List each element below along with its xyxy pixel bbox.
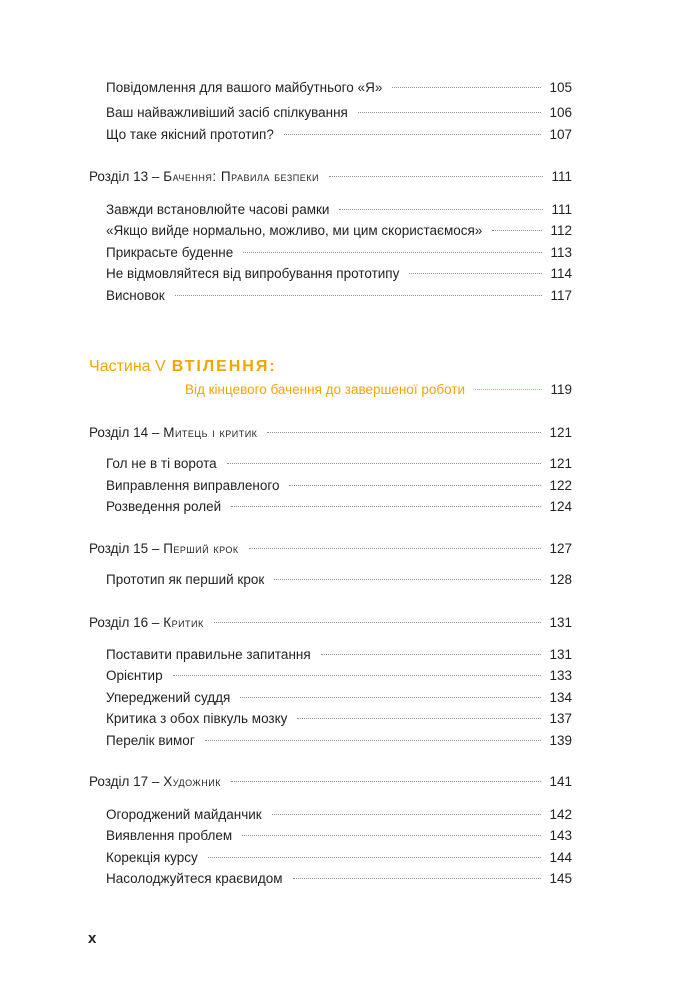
toc-entry[interactable]	[106, 849, 572, 867]
toc-entry-title: Що таке якісний прототип?	[106, 127, 274, 142]
toc-entry-page: 137	[549, 711, 572, 726]
part-subtitle: Від кінцевого бачення до завершеної роботи	[185, 382, 465, 397]
dot-leader	[492, 230, 542, 231]
toc-entry-title: Ваш найважливіший засіб спілкування	[106, 105, 348, 120]
chapter-page: 141	[549, 774, 572, 789]
toc-entry-page: 145	[549, 871, 572, 886]
part-title: ВТІЛЕННЯ:	[171, 358, 277, 375]
toc-entry-title: Насолоджуйтеся краєвидом	[106, 871, 283, 886]
dot-leader	[321, 654, 542, 655]
toc-entry[interactable]	[106, 104, 572, 122]
toc-entry-title: Виправлення виправленого	[106, 478, 280, 493]
chapter-prefix: Розділ 15 –	[89, 541, 164, 556]
toc-entry-page: 105	[549, 80, 572, 95]
toc-entry[interactable]	[106, 222, 572, 240]
toc-entry-page: 131	[549, 647, 572, 662]
dot-leader	[297, 718, 541, 719]
toc-entry[interactable]	[106, 827, 572, 845]
toc-entry[interactable]	[106, 244, 572, 262]
toc-entry-page: 124	[549, 499, 572, 514]
toc-entry-page: 142	[549, 807, 572, 822]
chapter-title	[89, 773, 221, 791]
toc-entry[interactable]	[106, 201, 572, 219]
toc-entry-title: Розведення ролей	[106, 499, 222, 514]
toc-entry-page: 143	[549, 828, 572, 843]
dot-leader	[274, 579, 541, 580]
toc-entry-title: Виявлення проблем	[106, 828, 233, 843]
part-label: Частина V	[89, 358, 166, 375]
toc-chapter-13[interactable]	[89, 168, 572, 186]
chapter-title	[89, 614, 204, 632]
toc-entry[interactable]	[106, 870, 572, 888]
dot-leader	[289, 485, 541, 486]
dot-leader	[249, 548, 542, 549]
dot-leader	[284, 134, 542, 135]
chapter-prefix: Розділ 16 –	[89, 615, 164, 630]
part-subtitle-entry[interactable]	[185, 381, 572, 399]
toc-entry-title: Перелік вимог	[106, 733, 195, 748]
dot-leader	[272, 814, 542, 815]
toc-chapter-14[interactable]	[89, 424, 572, 442]
toc-entry-page: 122	[549, 478, 572, 493]
dot-leader	[409, 273, 542, 274]
chapter-prefix: Розділ 17 –	[89, 774, 164, 789]
toc-entry[interactable]	[106, 265, 572, 283]
part-heading[interactable]	[89, 357, 277, 377]
chapter-name: Критик	[163, 615, 204, 630]
toc-entry[interactable]	[106, 79, 572, 97]
toc-entry[interactable]	[106, 732, 572, 750]
toc-entry-title: Повідомлення для вашого майбутнього «Я»	[106, 80, 383, 95]
chapter-title	[89, 168, 319, 186]
dot-leader	[231, 506, 541, 507]
chapter-prefix: Розділ 14 –	[89, 425, 164, 440]
page-number: x	[88, 930, 97, 947]
toc-entry-page: 113	[550, 245, 572, 260]
toc-entry[interactable]	[106, 646, 572, 664]
dot-leader	[329, 176, 544, 177]
toc-entry-title: Корекція курсу	[106, 850, 198, 865]
dot-leader	[392, 87, 541, 88]
chapter-name: Митець і критик	[163, 425, 258, 440]
toc-entry-title: Гол не в ті ворота	[106, 456, 217, 471]
toc-entry[interactable]	[106, 498, 572, 516]
toc-entry-page: 144	[549, 850, 572, 865]
toc-entry-title: «Якщо вийде нормально, можливо, ми цим скористаємося»	[106, 223, 483, 238]
dot-leader	[208, 857, 542, 858]
chapter-prefix: Розділ 13 –	[89, 169, 164, 184]
dot-leader	[339, 209, 543, 210]
dot-leader	[240, 697, 541, 698]
toc-entry-title: Не відмовляйтеся від випробування прототипу	[106, 266, 400, 281]
dot-leader	[214, 622, 542, 623]
toc-entry-title: Орієнтир	[106, 668, 163, 683]
dot-leader	[243, 252, 542, 253]
dot-leader	[242, 835, 541, 836]
dot-leader	[175, 295, 543, 296]
dot-leader	[358, 112, 542, 113]
dot-leader	[205, 740, 542, 741]
dot-leader	[227, 463, 542, 464]
toc-chapter-15[interactable]	[89, 540, 572, 558]
chapter-title	[89, 424, 257, 442]
toc-entry-page: 107	[549, 127, 572, 142]
chapter-page: 111	[551, 169, 572, 184]
chapter-page: 131	[549, 615, 572, 630]
toc-entry-title: Прикрасьте буденне	[106, 245, 234, 260]
toc-entry[interactable]	[106, 806, 572, 824]
part-page: 119	[550, 382, 572, 397]
toc-entry-title: Поставити правильне запитання	[106, 647, 311, 662]
toc-entry-page: 121	[549, 456, 572, 471]
toc-entry[interactable]	[106, 710, 572, 728]
toc-entry-title: Огороджений майданчик	[106, 807, 262, 822]
toc-chapter-16[interactable]	[89, 614, 572, 632]
toc-entry[interactable]	[106, 689, 572, 707]
toc-entry-page: 133	[549, 668, 572, 683]
toc-entry[interactable]	[106, 571, 572, 589]
toc-entry-page: 114	[550, 266, 572, 281]
toc-entry-title: Прототип як перший крок	[106, 572, 265, 587]
toc-entry-title: Упереджений суддя	[106, 690, 231, 705]
toc-entry-page: 106	[549, 105, 572, 120]
dot-leader	[293, 878, 542, 879]
chapter-page: 127	[549, 541, 572, 556]
toc-entry[interactable]	[106, 126, 572, 144]
toc-entry[interactable]	[106, 455, 572, 473]
chapter-name: Бачення: Правила безпеки	[163, 169, 319, 184]
toc-entry-title: Критика з обох півкуль мозку	[106, 711, 288, 726]
toc-entry[interactable]	[106, 287, 572, 305]
toc-entry-page: 112	[550, 223, 572, 238]
toc-entry[interactable]	[106, 667, 572, 685]
dot-leader	[173, 675, 542, 676]
toc-entry-page: 117	[550, 288, 572, 303]
chapter-page: 121	[549, 425, 572, 440]
chapter-name: Перший крок	[163, 541, 239, 556]
toc-entry-page: 111	[551, 202, 572, 217]
chapter-name: Художник	[163, 774, 221, 789]
toc-entry-page: 139	[549, 733, 572, 748]
toc-chapter-17[interactable]	[89, 773, 572, 791]
toc-entry-title: Завжди встановлюйте часові рамки	[106, 202, 330, 217]
toc-entry-page: 134	[549, 690, 572, 705]
chapter-title	[89, 540, 239, 558]
toc-entry-page: 128	[549, 572, 572, 587]
toc-entry-title: Висновок	[106, 288, 165, 303]
dot-leader	[231, 781, 542, 782]
dot-leader	[475, 389, 542, 390]
dot-leader	[267, 432, 541, 433]
toc-entry[interactable]	[106, 477, 572, 495]
